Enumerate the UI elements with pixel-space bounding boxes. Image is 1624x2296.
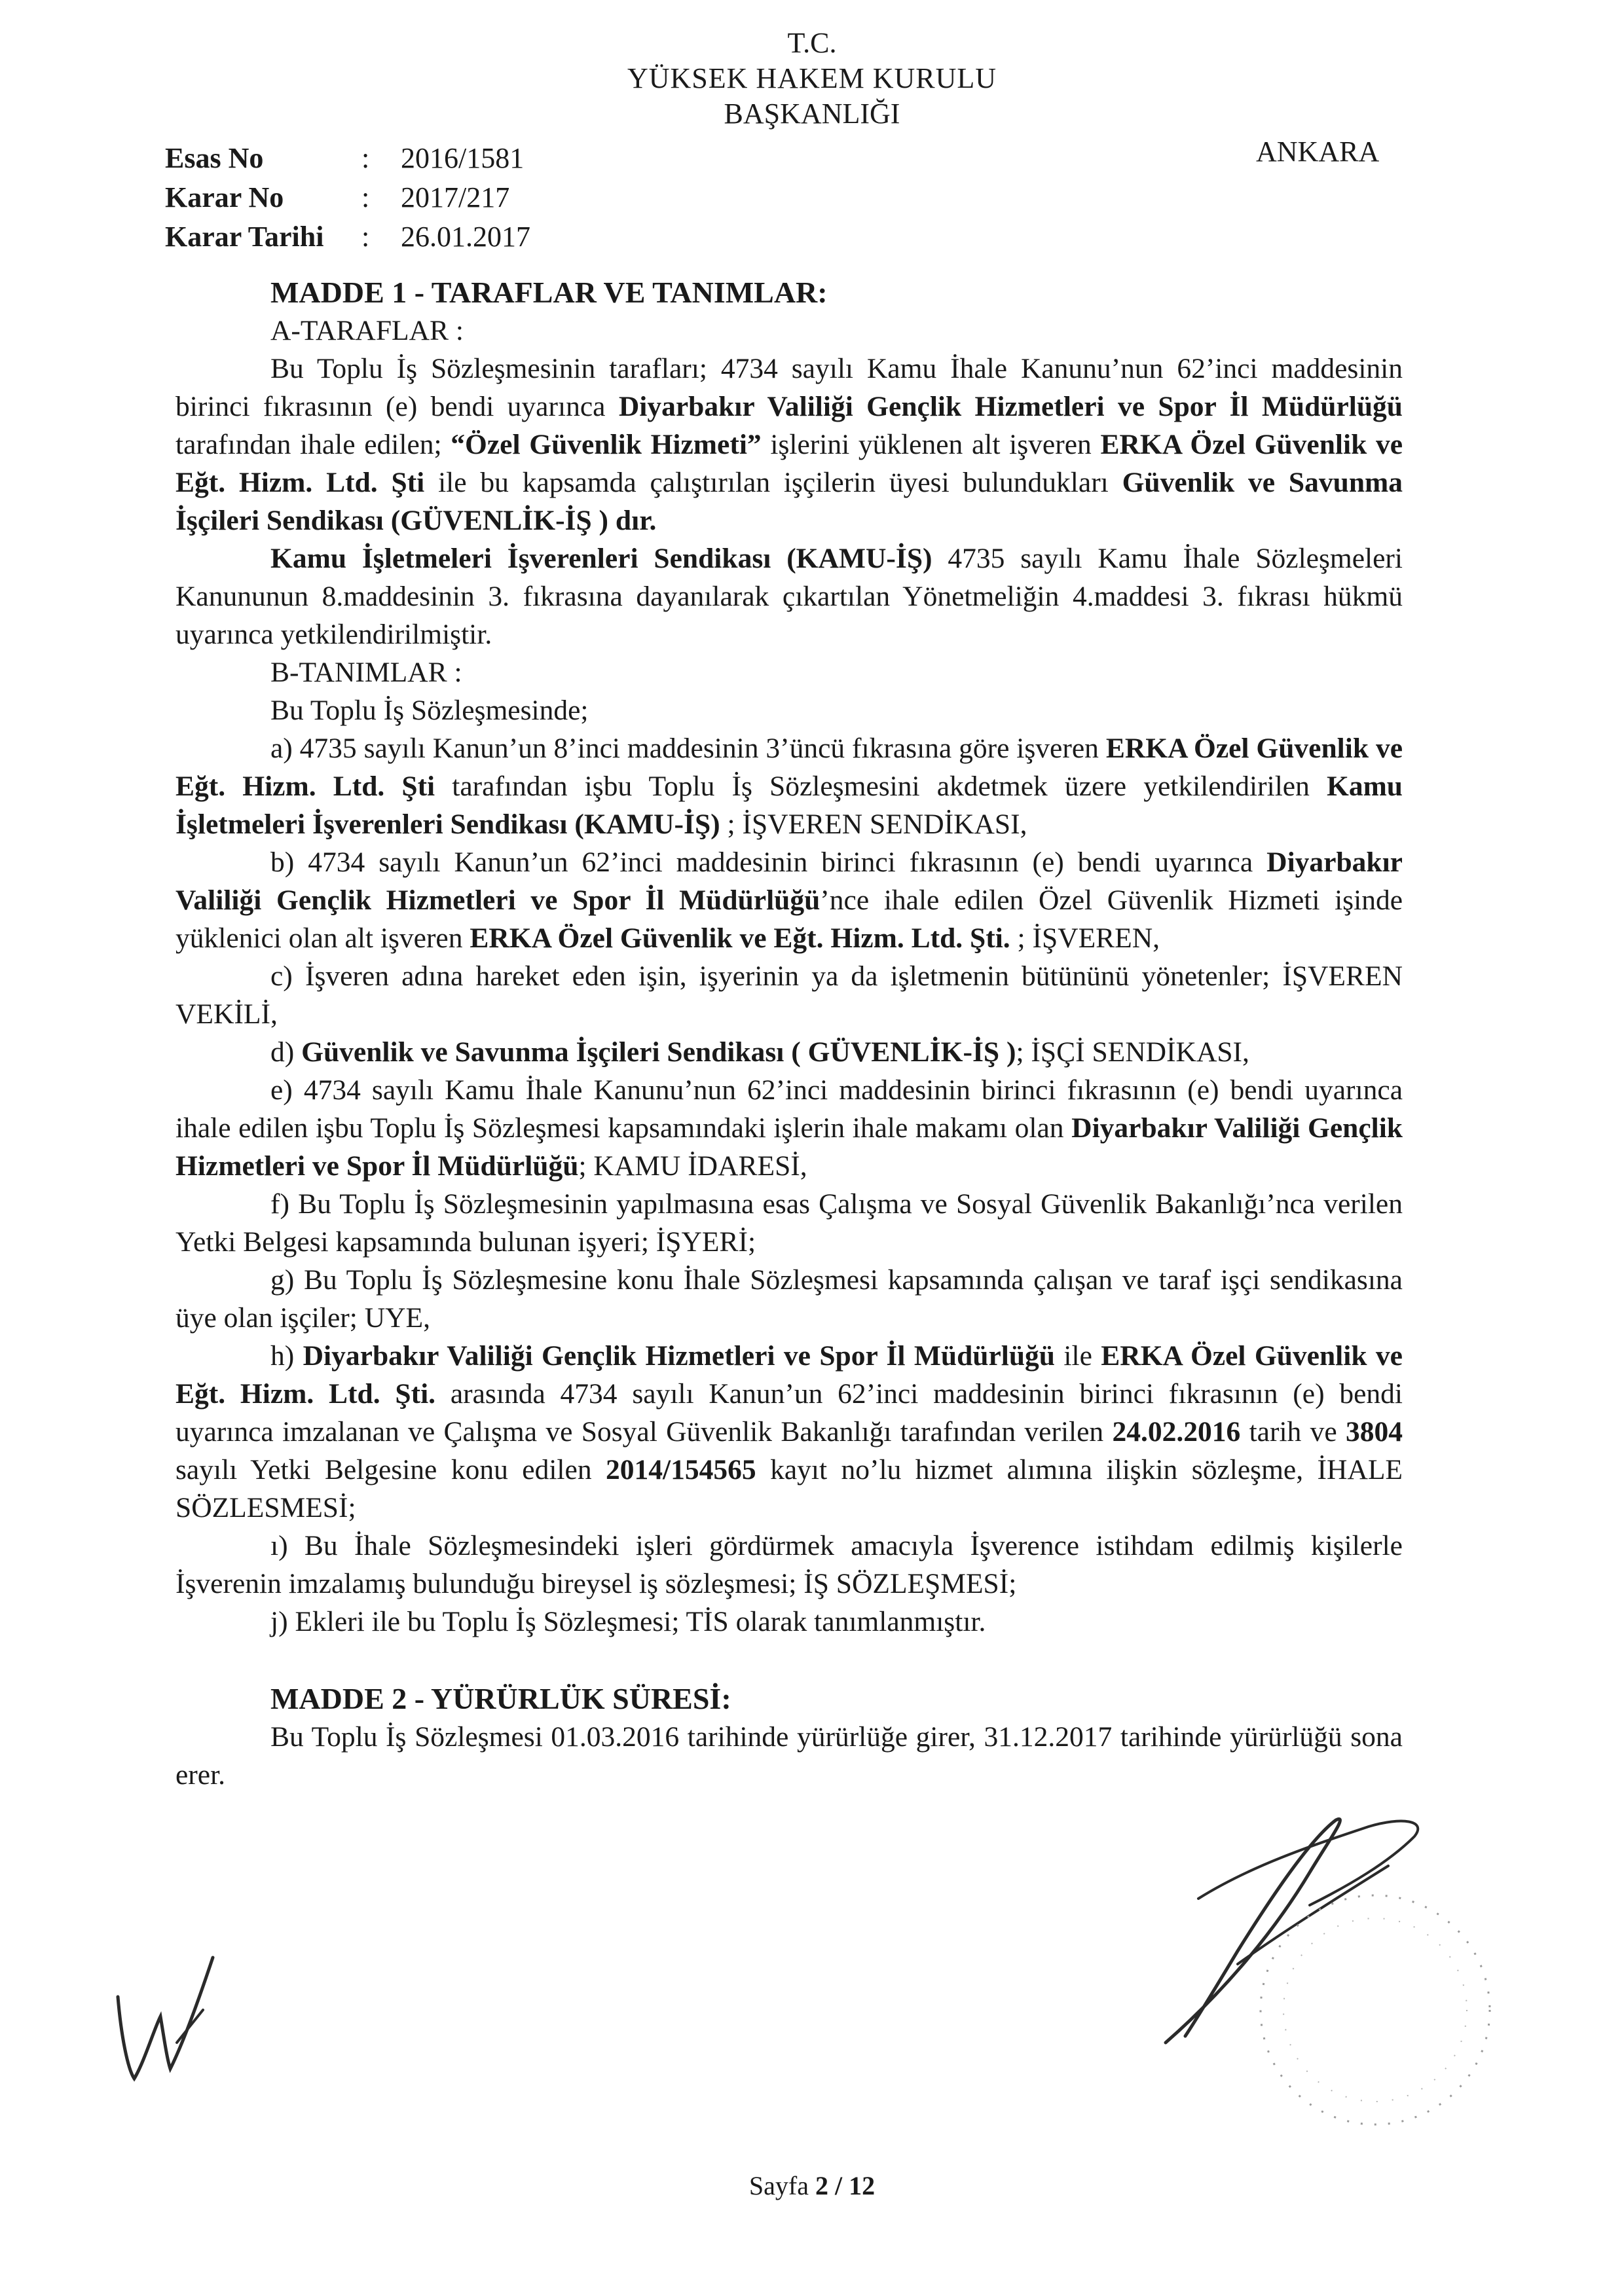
definition-item-e bbox=[175, 1071, 1403, 1185]
meta-value: 2017/217 bbox=[401, 181, 510, 213]
meta-colon: : bbox=[361, 142, 370, 174]
footer-prefix: Sayfa bbox=[748, 2171, 815, 2200]
body-text: b) 4734 sayılı Kanun’un 62’inci maddesinin birinci fıkrasının (e) bendi uyarınca bbox=[270, 847, 1267, 878]
meta-row-karar bbox=[165, 178, 530, 217]
meta-colon: : bbox=[361, 221, 370, 253]
emphasis-text: Diyarbakır Valiliği Gençlik Hizmetleri ve Spor İl Müdürlüğü bbox=[303, 1340, 1055, 1372]
emphasis-text: 3804 bbox=[1346, 1416, 1403, 1448]
body-text: ; İŞVEREN, bbox=[1010, 922, 1160, 954]
body-text: 4735 sayılı Kamu İhale Sözleşmeleri Kanununun 8.maddesinin 3. fıkrasına dayanılarak çıkartılan Yönetmeliğin 4.maddesi 3. fıkrası hükmü uyarınca yetkilendirilmiştir. bbox=[175, 543, 1403, 650]
meta-colon: : bbox=[361, 181, 370, 213]
emphasis-text: ERKA Özel Güvenlik ve Eğt. Hizm. Ltd. Şti bbox=[175, 733, 1403, 802]
header-city: ANKARA bbox=[1256, 136, 1380, 168]
emphasis-text: “Özel Güvenlik Hizmeti” bbox=[451, 429, 762, 460]
article-1-title: MADDE 1 - TARAFLAR VE TANIMLAR: bbox=[270, 276, 828, 309]
header-tc: T.C. bbox=[787, 27, 837, 59]
body-text: ’nce ihale edilen Özel Güvenlik Hizmeti işinde yüklenici olan alt işveren bbox=[175, 884, 1403, 954]
header-presidency: BAŞKANLIĞI bbox=[724, 98, 900, 130]
body-text: tarafından işbu Toplu İş Sözleşmesini akdetmek üzere yetkilendirilen bbox=[435, 771, 1327, 802]
body-text: sayılı Yetki Belgesine konu edilen bbox=[175, 1454, 606, 1485]
parties-paragraph bbox=[175, 350, 1403, 539]
body-text: ile bbox=[1055, 1340, 1101, 1372]
definition-item-a bbox=[175, 729, 1403, 843]
body-text: tarih ve bbox=[1240, 1416, 1346, 1448]
emphasis-text: ERKA Özel Güvenlik ve Eğt. Hizm. Ltd. Şti bbox=[175, 429, 1403, 498]
emphasis-text: Güvenlik ve Savunma İşçileri Sendikası ( GÜVENLİK-İŞ ) bbox=[301, 1036, 1016, 1068]
signature-left bbox=[105, 1938, 236, 2095]
body-text: ; İŞVEREN SENDİKASI, bbox=[720, 809, 1027, 840]
body-text: h) bbox=[270, 1340, 303, 1372]
emphasis-text: ERKA Özel Güvenlik ve Eğt. Hizm. Ltd. Şti. bbox=[470, 922, 1010, 954]
employer-union-paragraph bbox=[175, 539, 1403, 653]
emphasis-text: Diyarbakır Valiliği Gençlik Hizmetleri ve Spor İl Müdürlüğü bbox=[175, 847, 1403, 916]
meta-value: 2016/1581 bbox=[401, 142, 525, 174]
definition-item-d bbox=[175, 1033, 1403, 1071]
body-text: c) İşveren adına hareket eden işin, işyerinin ya da işletmenin bütününü yönetenler; İŞVEREN VEKİLİ, bbox=[175, 960, 1403, 1030]
document-body bbox=[175, 274, 1403, 1794]
body-text: arasında 4734 sayılı Kanun’un 62’inci maddesinin birinci fıkrasının (e) bendi uyarınca imzalanan ve Çalışma ve Sosyal Güvenlik Bakanlığı tarafından verilen bbox=[175, 1378, 1403, 1448]
body-text: f) Bu Toplu İş Sözleşmesinin yapılmasına esas Çalışma ve Sosyal Güvenlik Bakanlığı’nca verilen Yetki Belgesi kapsamında bulunan işyeri; İŞYERİ; bbox=[175, 1188, 1403, 1258]
emphasis-text: Kamu İşletmeleri İşverenleri Sendikası (KAMU-İŞ) bbox=[175, 771, 1403, 840]
definition-item-j bbox=[175, 1603, 1403, 1641]
body-text: ı) Bu İhale Sözleşmesindeki işleri gördürmek amacıyla İşverence istihdam edilmiş kişilerle İşverenin imzalamış bulunduğu bireysel iş sözleşmesi; İŞ SÖZLEŞMESİ; bbox=[175, 1530, 1403, 1599]
case-meta bbox=[165, 139, 530, 257]
section-b-title: B-TANIMLAR : bbox=[270, 657, 462, 688]
section-a-title: A-TARAFLAR : bbox=[270, 315, 464, 346]
emphasis-text: 2014/154565 bbox=[606, 1454, 756, 1485]
emphasis-text: Güvenlik ve Savunma İşçileri Sendikası (GÜVENLİK-İŞ ) dır. bbox=[175, 467, 1403, 536]
page-number: 2 / 12 bbox=[815, 2171, 876, 2200]
header-organization: YÜKSEK HAKEM KURULU bbox=[627, 62, 997, 94]
body-text: e) 4734 sayılı Kamu İhale Kanunu’nun 62’inci maddesinin birinci fıkrasının (e) bendi uyarınca ihale edilen işbu Toplu İş Sözleşmesi kapsamındaki işlerin ihale makamı olan bbox=[175, 1074, 1403, 1144]
body-text: ; İŞÇİ SENDİKASI, bbox=[1016, 1036, 1249, 1068]
meta-label: Karar Tarihi bbox=[165, 221, 324, 253]
emphasis-text: 24.02.2016 bbox=[1112, 1416, 1241, 1448]
body-text: d) bbox=[270, 1036, 302, 1068]
meta-row-esas bbox=[165, 139, 530, 178]
meta-row-tarih bbox=[165, 217, 530, 257]
emphasis-text: ERKA Özel Güvenlik ve Eğt. Hizm. Ltd. Şti. bbox=[175, 1340, 1403, 1410]
definitions-intro: Bu Toplu İş Sözleşmesinde; bbox=[270, 695, 589, 726]
definition-item-f bbox=[175, 1185, 1403, 1261]
body-text: işlerini yüklenen alt işveren bbox=[761, 429, 1101, 460]
definition-item-g bbox=[175, 1261, 1403, 1337]
emphasis-text: Diyarbakır Valiliği Gençlik Hizmetleri ve Spor İl Müdürlüğü bbox=[618, 391, 1403, 422]
definition-item-b bbox=[175, 843, 1403, 957]
definition-item-c bbox=[175, 957, 1403, 1033]
body-text: Bu Toplu İş Sözleşmesinin tarafları; 4734 sayılı Kamu İhale Kanunu’nun 62’inci maddesinin birinci fıkrasının (e) bendi uyarınca bbox=[175, 353, 1403, 422]
article-2-title: MADDE 2 - YÜRÜRLÜK SÜRESİ: bbox=[270, 1682, 731, 1715]
meta-value: 26.01.2017 bbox=[401, 221, 530, 253]
body-text: ; KAMU İDARESİ, bbox=[578, 1150, 807, 1182]
body-text: j) Ekleri ile bu Toplu İş Sözleşmesi; TİS olarak tanımlanmıştır. bbox=[270, 1606, 986, 1637]
body-text: g) Bu Toplu İş Sözleşmesine konu İhale Sözleşmesi kapsamında çalışan ve taraf işçi sendikasına üye olan işçiler; UYE, bbox=[175, 1264, 1403, 1334]
definitions-list bbox=[175, 729, 1403, 1641]
stamp-seal bbox=[1238, 1872, 1513, 2147]
body-text: tarafından ihale edilen; bbox=[175, 429, 451, 460]
page-footer bbox=[0, 2170, 1624, 2201]
emphasis-text: Kamu İşletmeleri İşverenleri Sendikası (KAMU-İŞ) bbox=[270, 543, 932, 574]
validity-paragraph: Bu Toplu İş Sözleşmesi 01.03.2016 tarihinde yürürlüğe girer, 31.12.2017 tarihinde yürürlüğü sona erer. bbox=[175, 1721, 1403, 1791]
body-text: a) 4735 sayılı Kanun’un 8’inci maddesinin 3’üncü fıkrasına göre işveren bbox=[270, 733, 1106, 764]
definition-item-i bbox=[175, 1527, 1403, 1603]
definition-item-h bbox=[175, 1337, 1403, 1527]
meta-label: Karar No bbox=[165, 181, 284, 213]
body-text: kayıt no’lu hizmet alımına ilişkin sözleşme, İHALE SÖZLESMESİ; bbox=[175, 1454, 1403, 1523]
body-text: ile bu kapsamda çalıştırılan işçilerin üyesi bulundukları bbox=[424, 467, 1122, 498]
emphasis-text: Diyarbakır Valiliği Gençlik Hizmetleri ve Spor İl Müdürlüğü bbox=[175, 1112, 1403, 1182]
meta-label: Esas No bbox=[165, 142, 264, 174]
